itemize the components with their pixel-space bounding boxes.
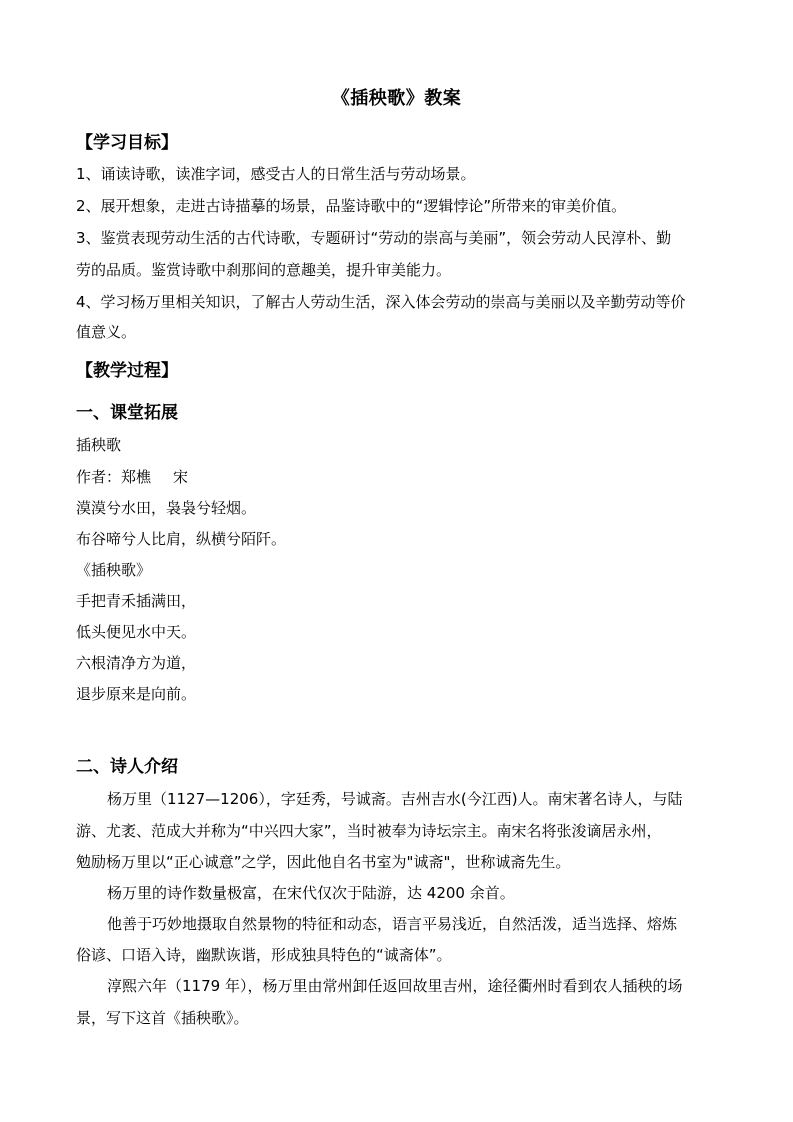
poem1-dynasty: 宋 bbox=[173, 468, 189, 486]
objective-line: 4、学习杨万里相关知识，了解古人劳动生活，深入体会劳动的崇高与美丽以及辛勤劳动等价 bbox=[76, 293, 686, 311]
bio-line: 淳熙六年（1179 年），杨万里由常州卸任返回故里吉州，途径衢州时看到农人插秧的场 bbox=[107, 977, 683, 995]
bio-line: 俗谚、口语入诗，幽默诙谐，形成独具特色的“诚斋体”。 bbox=[76, 946, 452, 964]
bio-line: 景，写下这首《插秧歌》。 bbox=[76, 1009, 249, 1027]
objective-line: 值意义。 bbox=[76, 323, 137, 341]
document-title: 《插秧歌》教案 bbox=[331, 88, 462, 109]
bio-line: 杨万里的诗作数量极富，在宋代仅次于陆游，达 4200 余首。 bbox=[107, 884, 515, 902]
objective-line: 3、鉴赏表现劳动生活的古代诗歌，专题研讨“劳动的崇高与美丽”，领会劳动人民淳朴、勤 bbox=[76, 229, 672, 247]
poem1-title: 插秧歌 bbox=[76, 436, 122, 454]
poem2-line: 低头便见水中天。 bbox=[76, 623, 197, 641]
bio-line: 杨万里（1127—1206），字廷秀，号诚斋。吉州吉水(今江西)人。南宋著名诗人，与陆 bbox=[107, 790, 683, 808]
objective-line: 劳的品质。鉴赏诗歌中刹那间的意趣美，提升审美能力。 bbox=[76, 261, 452, 279]
poem2-line: 退步原来是向前。 bbox=[76, 685, 197, 703]
section1-heading: 一、课堂拓展 bbox=[76, 403, 178, 423]
poem1-line: 布谷啼兮人比肩，纵横兮陌阡。 bbox=[76, 530, 287, 548]
process-heading: 【教学过程】 bbox=[76, 361, 178, 381]
bio-line: 勉励杨万里以“正心诚意”之学，因此他自名书室为"诚斋"，世称诚斋先生。 bbox=[76, 853, 571, 871]
bio-line: 游、尤袤、范成大并称为“中兴四大家”，当时被奉为诗坛宗主。南宋名将张浚谪居永州， bbox=[76, 822, 662, 840]
poem2-line: 六根清净方为道， bbox=[76, 654, 197, 672]
bio-line: 他善于巧妙地摄取自然景物的特征和动态，语言平易浅近，自然活泼，适当选择、熔炼 bbox=[107, 915, 678, 933]
poem1-author bbox=[76, 467, 726, 487]
poem2-line: 手把青禾插满田， bbox=[76, 592, 197, 610]
objective-line: 1、诵读诗歌，读准字词，感受古人的日常生活与劳动场景。 bbox=[76, 165, 476, 183]
poem2-title: 《插秧歌》 bbox=[76, 561, 152, 579]
section2-heading: 二、诗人介绍 bbox=[76, 757, 178, 777]
objectives-heading: 【学习目标】 bbox=[76, 133, 178, 153]
poem1-line: 漠漠兮水田，袅袅兮轻烟。 bbox=[76, 499, 257, 517]
objective-line: 2、展开想象，走进古诗描摹的场景，品鉴诗歌中的“逻辑悖论”所带来的审美价值。 bbox=[76, 197, 627, 215]
poem1-author-label: 作者：郑樵 bbox=[76, 468, 152, 486]
